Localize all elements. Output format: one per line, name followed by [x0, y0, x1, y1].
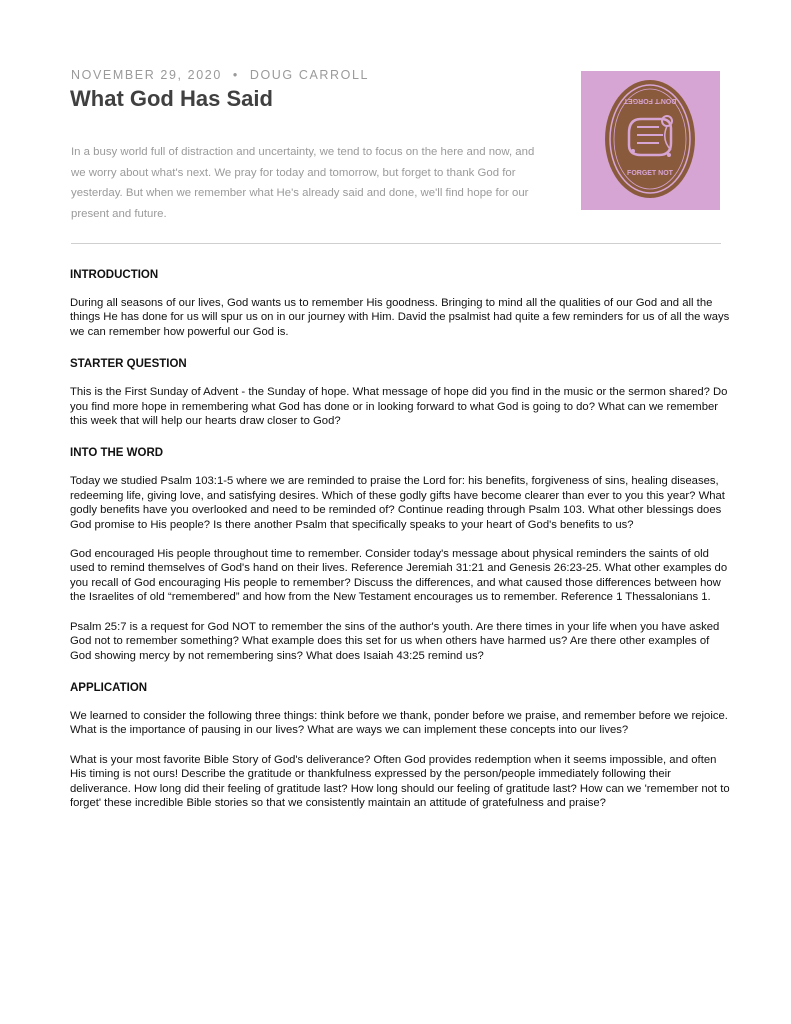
section-heading: STARTER QUESTION	[70, 358, 187, 371]
post-meta	[71, 68, 369, 82]
header-divider	[71, 243, 721, 244]
badge-text-top: DON'T FORGET	[623, 97, 677, 104]
section-paragraph: What is your most favorite Bible Story of God's deliverance? Often God provides redemption when it seems impossible, and often His timing is not ours! Describe the gratitude or thankfulness expressed by the person/people immediately following their deliverance. How long did their feeling of gratitude last? How long should our feeling of gratitude last? How can we 'remember not to forget' these incredible Bible stories so that we consistently maintain an attitude of gratefulness and praise?	[70, 753, 730, 809]
section-paragraph: God encouraged His people throughout time to remember. Consider today's message about physical reminders the saints of old used to remind themselves of God's hand on their lives. Reference Jeremiah 31:21 and Genesis 26:23-25. What other examples do you recall of God encouraging His people to remember? Discuss the differences, and what caused those differences between how the Israelites of old “remembered” and how from the New Testament encourages us to remember. Reference 1 Thessalonians 1.	[70, 548, 728, 604]
page-title: What God Has Said	[70, 86, 273, 111]
section-heading: INTO THE WORD	[70, 447, 164, 460]
section-into-the-word	[70, 446, 730, 662]
section-starter-question	[70, 357, 730, 428]
section-heading: INTRODUCTION	[70, 269, 159, 281]
post-author: DOUG CARROLL	[249, 68, 370, 82]
section-paragraph: We learned to consider the following three things: think before we thank, ponder before we praise, and remember before we rejoice. What is the importance of pausing in our lives? What are ways we can implement these concepts into our lives?	[70, 709, 728, 737]
badge-text-bottom: FORGET NOT	[627, 170, 673, 177]
section-paragraph: During all seasons of our lives, God wants us to remember His goodness. Bringing to mind all the qualities of our God and all the things He has done for us will spur us on in our journey with Him. David the psalmist had quite a few reminders for us of all the ways we can remember how powerful our God is.	[70, 297, 730, 338]
meta-separator: •	[232, 68, 239, 82]
study-guide-content	[70, 268, 730, 828]
section-paragraph: Psalm 25:7 is a request for God NOT to remember the sins of the author's youth. Are there times in your life when you have asked God not to remember something? What example does this set for us when others have harmed us? Are there other examples of God showing mercy by not remembering sins? What does Isaiah 43:25 remind us?	[70, 620, 720, 662]
section-application	[70, 681, 730, 810]
sermon-description: In a busy world full of distraction and uncertainty, we tend to focus on the here and now, and we worry about what's next. We pray for today and tomorrow, but forget to thank God for yesterday. But when we remember what He's already said and done, we'll find hope for our present and future.	[71, 146, 535, 220]
sermon-artwork	[581, 71, 720, 210]
forget-not-badge-icon	[581, 71, 720, 210]
section-introduction	[70, 268, 730, 339]
post-date: NOVEMBER 29, 2020	[71, 68, 222, 82]
section-paragraph: Today we studied Psalm 103:1-5 where we are reminded to praise the Lord for: his benefits, forgiveness of sins, healing diseases, redeeming life, giving love, and satisfying desires. Which of these godly gifts have become clearer than ever to you this year? What godly benefits have you overlooked and need to be reminded of? Continue reading through Psalm 103. What other blessings does God promise to His people? Is there another Psalm that specifically speaks to your heart of God's benefits to us?	[70, 475, 725, 531]
section-heading: APPLICATION	[70, 681, 148, 694]
section-paragraph: This is the First Sunday of Advent - the Sunday of hope. What message of hope did you find in the music or the sermon shared? Do you find more hope in remembering what God has done or in looking forward to what God is going to do? What can we remember this week that will help our hearts draw closer to God?	[70, 386, 728, 428]
